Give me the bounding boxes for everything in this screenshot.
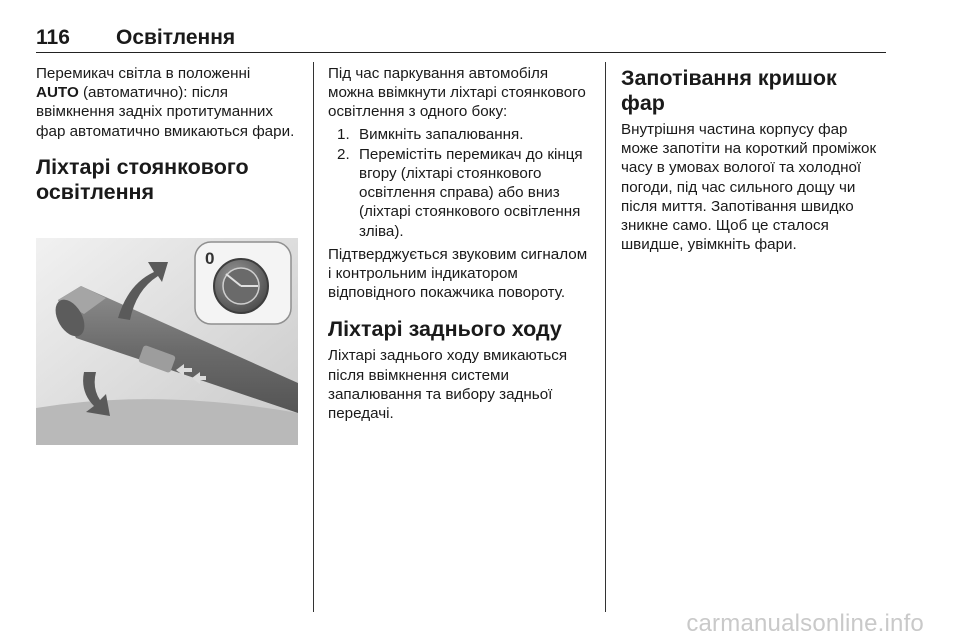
auto-label: AUTO <box>36 84 79 102</box>
column-right <box>621 64 886 254</box>
page-header <box>36 26 886 50</box>
step-number: 1. <box>337 125 350 143</box>
header-rule <box>36 52 886 53</box>
reversing-lights-body: Ліхтарі заднього ходу вмикаються після ввімкнення системи запалювання та вибору задньої передачі. <box>328 347 568 423</box>
auto-intro: Перемикач світла в положенні <box>36 65 251 82</box>
parking-lights-heading: Ліхтарі стоянкового освітлення <box>36 154 249 204</box>
parking-intro: Під час паркування автомобіля можна ввімкнути ліхтарі стоянкового освітлення з одного боку: <box>328 65 586 121</box>
column-left <box>36 64 301 205</box>
section-title: Освітлення <box>116 26 236 49</box>
lever-illustration <box>36 238 298 445</box>
headlight-fogging-body: Внутрішня частина корпусу фар може запотіти на короткий проміжок часу в умовах вологої та холодної погоди, під час сильного дощу чи після миття. Запотівання швидко зникне само. Щоб це сталося швидше, увімкніть фари. <box>621 121 877 254</box>
inset-position-label: 0 <box>205 249 215 268</box>
step-text: Перемістіть перемикач до кінця вгору (ліхтарі стоянкового освітлення справа) або вниз (ліхтарі стоянкового освітлення зліва). <box>359 145 583 240</box>
step-number: 2. <box>337 145 350 163</box>
parking-steps <box>328 125 593 241</box>
auto-paragraph <box>36 64 301 141</box>
step-item <box>328 125 593 144</box>
reversing-lights-heading: Ліхтарі заднього ходу <box>328 317 562 342</box>
auto-description: (автоматично): після ввімкнення задніх протитуманних фар автоматично вмикаються фари. <box>36 84 295 140</box>
page-number: 116 <box>36 26 70 49</box>
column-divider <box>313 62 314 612</box>
headlight-fogging-heading: Запотівання кришок фар <box>621 66 837 115</box>
step-item <box>328 145 593 241</box>
watermark: carmanualsonline.info <box>686 610 924 637</box>
confirmation-paragraph: Підтверджується звуковим сигналом і контрольним індикатором відповідного покажчика повороту. <box>328 245 588 302</box>
column-middle <box>328 64 593 423</box>
step-text: Вимкніть запалювання. <box>359 125 524 143</box>
column-divider <box>605 62 606 612</box>
